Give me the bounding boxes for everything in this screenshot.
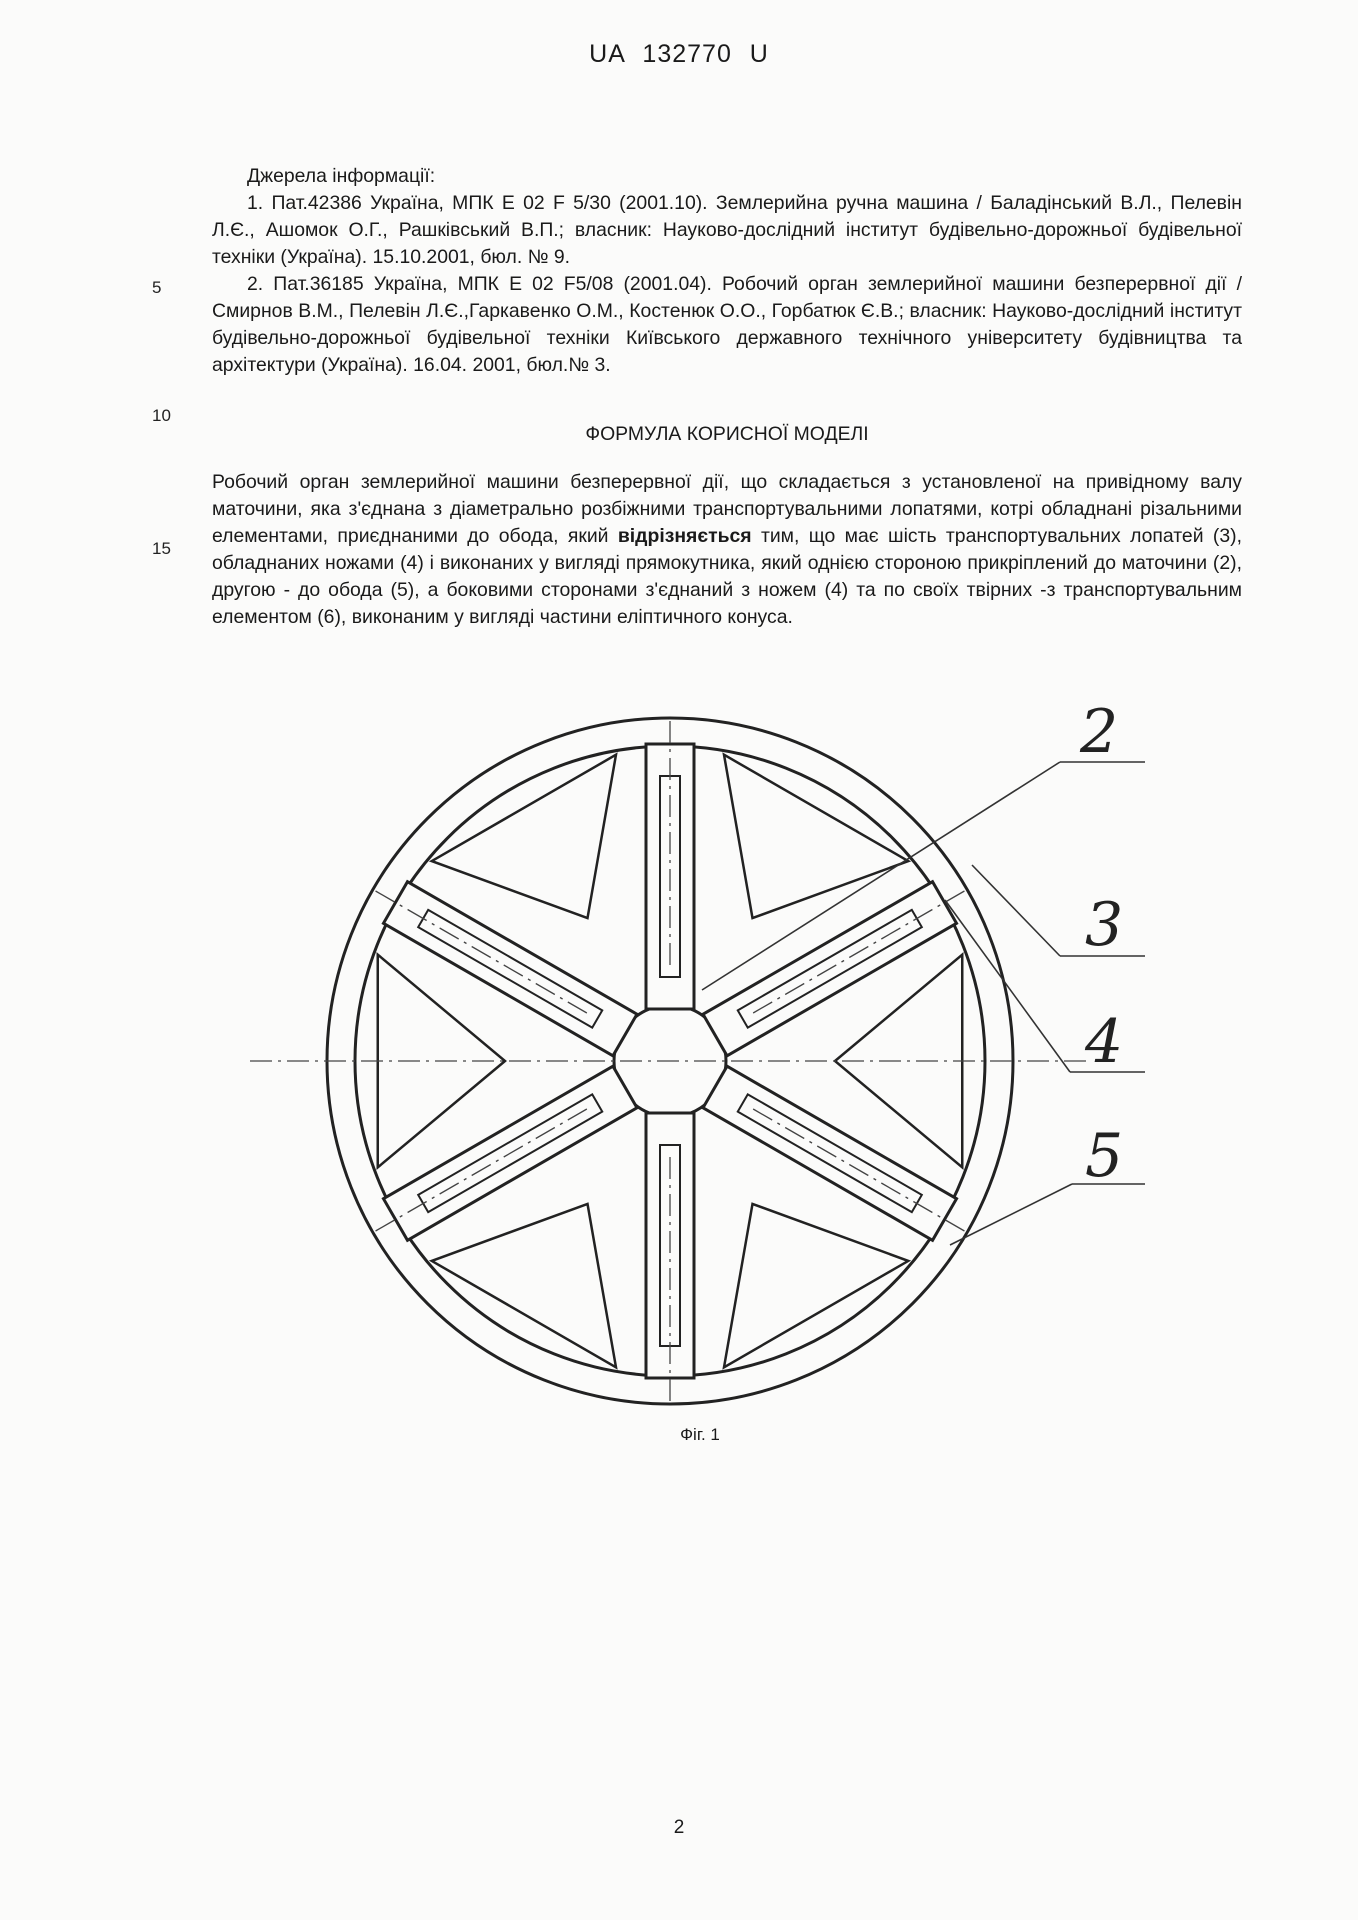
source-item-2: 2. Пат.36185 Україна, МПК E 02 F5/08 (2001.04). Робочий орган землерийної машини безперервної дії / Смирнов В.М., Пелевін Л.Є.,Гаркавенко О.М., Костенюк О.О., Горбатюк Є.В.; власник: Науково-дослідний інститут будівельно-дорожньої будівельної техніки Київського державного технічного університету будівництва та архітектури (Україна). 16.04. 2001, бюл.№ 3. bbox=[212, 273, 1242, 376]
knife-1 bbox=[724, 755, 908, 918]
claim-part-1: Робочий орган землерийної машини безперервної дії, що складається з установленої на привідному валу маточини, яка з'єднана з діаметрально розбіжними транспортувальними лопатями, котрі обладнані різальними елементами, приєднаними до обода, який bbox=[212, 471, 1242, 547]
patent-header: UA 132770 U bbox=[589, 40, 769, 68]
figure-caption: Фіг. 1 bbox=[680, 1425, 720, 1444]
line-number-15: 15 bbox=[152, 539, 171, 558]
leader-4 bbox=[945, 900, 1070, 1072]
leader-3 bbox=[972, 865, 1060, 956]
line-number-5: 5 bbox=[152, 278, 162, 297]
figure-label-3: 3 bbox=[1085, 890, 1124, 960]
source-item-1: 1. Пат.42386 Україна, МПК E 02 F 5/30 (2001.10). Землерийна ручна машина / Баладінський В.Л., Пелевін Л.Є., Ашомок О.Г., Рашківський В.П.; власник: Науково-дослідний інститут будівельно-дорожньої будівельної техніки (Україна). 15.10.2001, бюл. № 9. bbox=[212, 192, 1242, 268]
figure-label-4: 4 bbox=[1085, 1007, 1124, 1077]
page-number: 2 bbox=[673, 1817, 685, 1838]
leader-5 bbox=[950, 1184, 1072, 1245]
claim-part-2: тим, що має шість транспортувальних лопатей (3), обладнаних ножами (4) і виконаних у вигляді прямокутника, який однією стороною прикріплений до маточини (2), другою - до обода (5), а боковими сторонами з'єднаний з ножем (4) та по своїх твірних -з транспортувальним елементом (6), виконаним у вигляді частини еліптичного конуса. bbox=[212, 525, 1242, 628]
knife-6 bbox=[432, 755, 616, 918]
figure-label-5: 5 bbox=[1085, 1121, 1124, 1191]
claim-keyword: відрізняється bbox=[617, 525, 752, 547]
sources-title: Джерела інформації: bbox=[247, 165, 436, 187]
knife-3 bbox=[724, 1204, 908, 1367]
knife-4 bbox=[432, 1204, 616, 1367]
figure-label-2: 2 bbox=[1080, 697, 1119, 767]
line-number-10: 10 bbox=[152, 406, 171, 425]
formula-title: ФОРМУЛА КОРИСНОЇ МОДЕЛІ bbox=[585, 423, 869, 445]
